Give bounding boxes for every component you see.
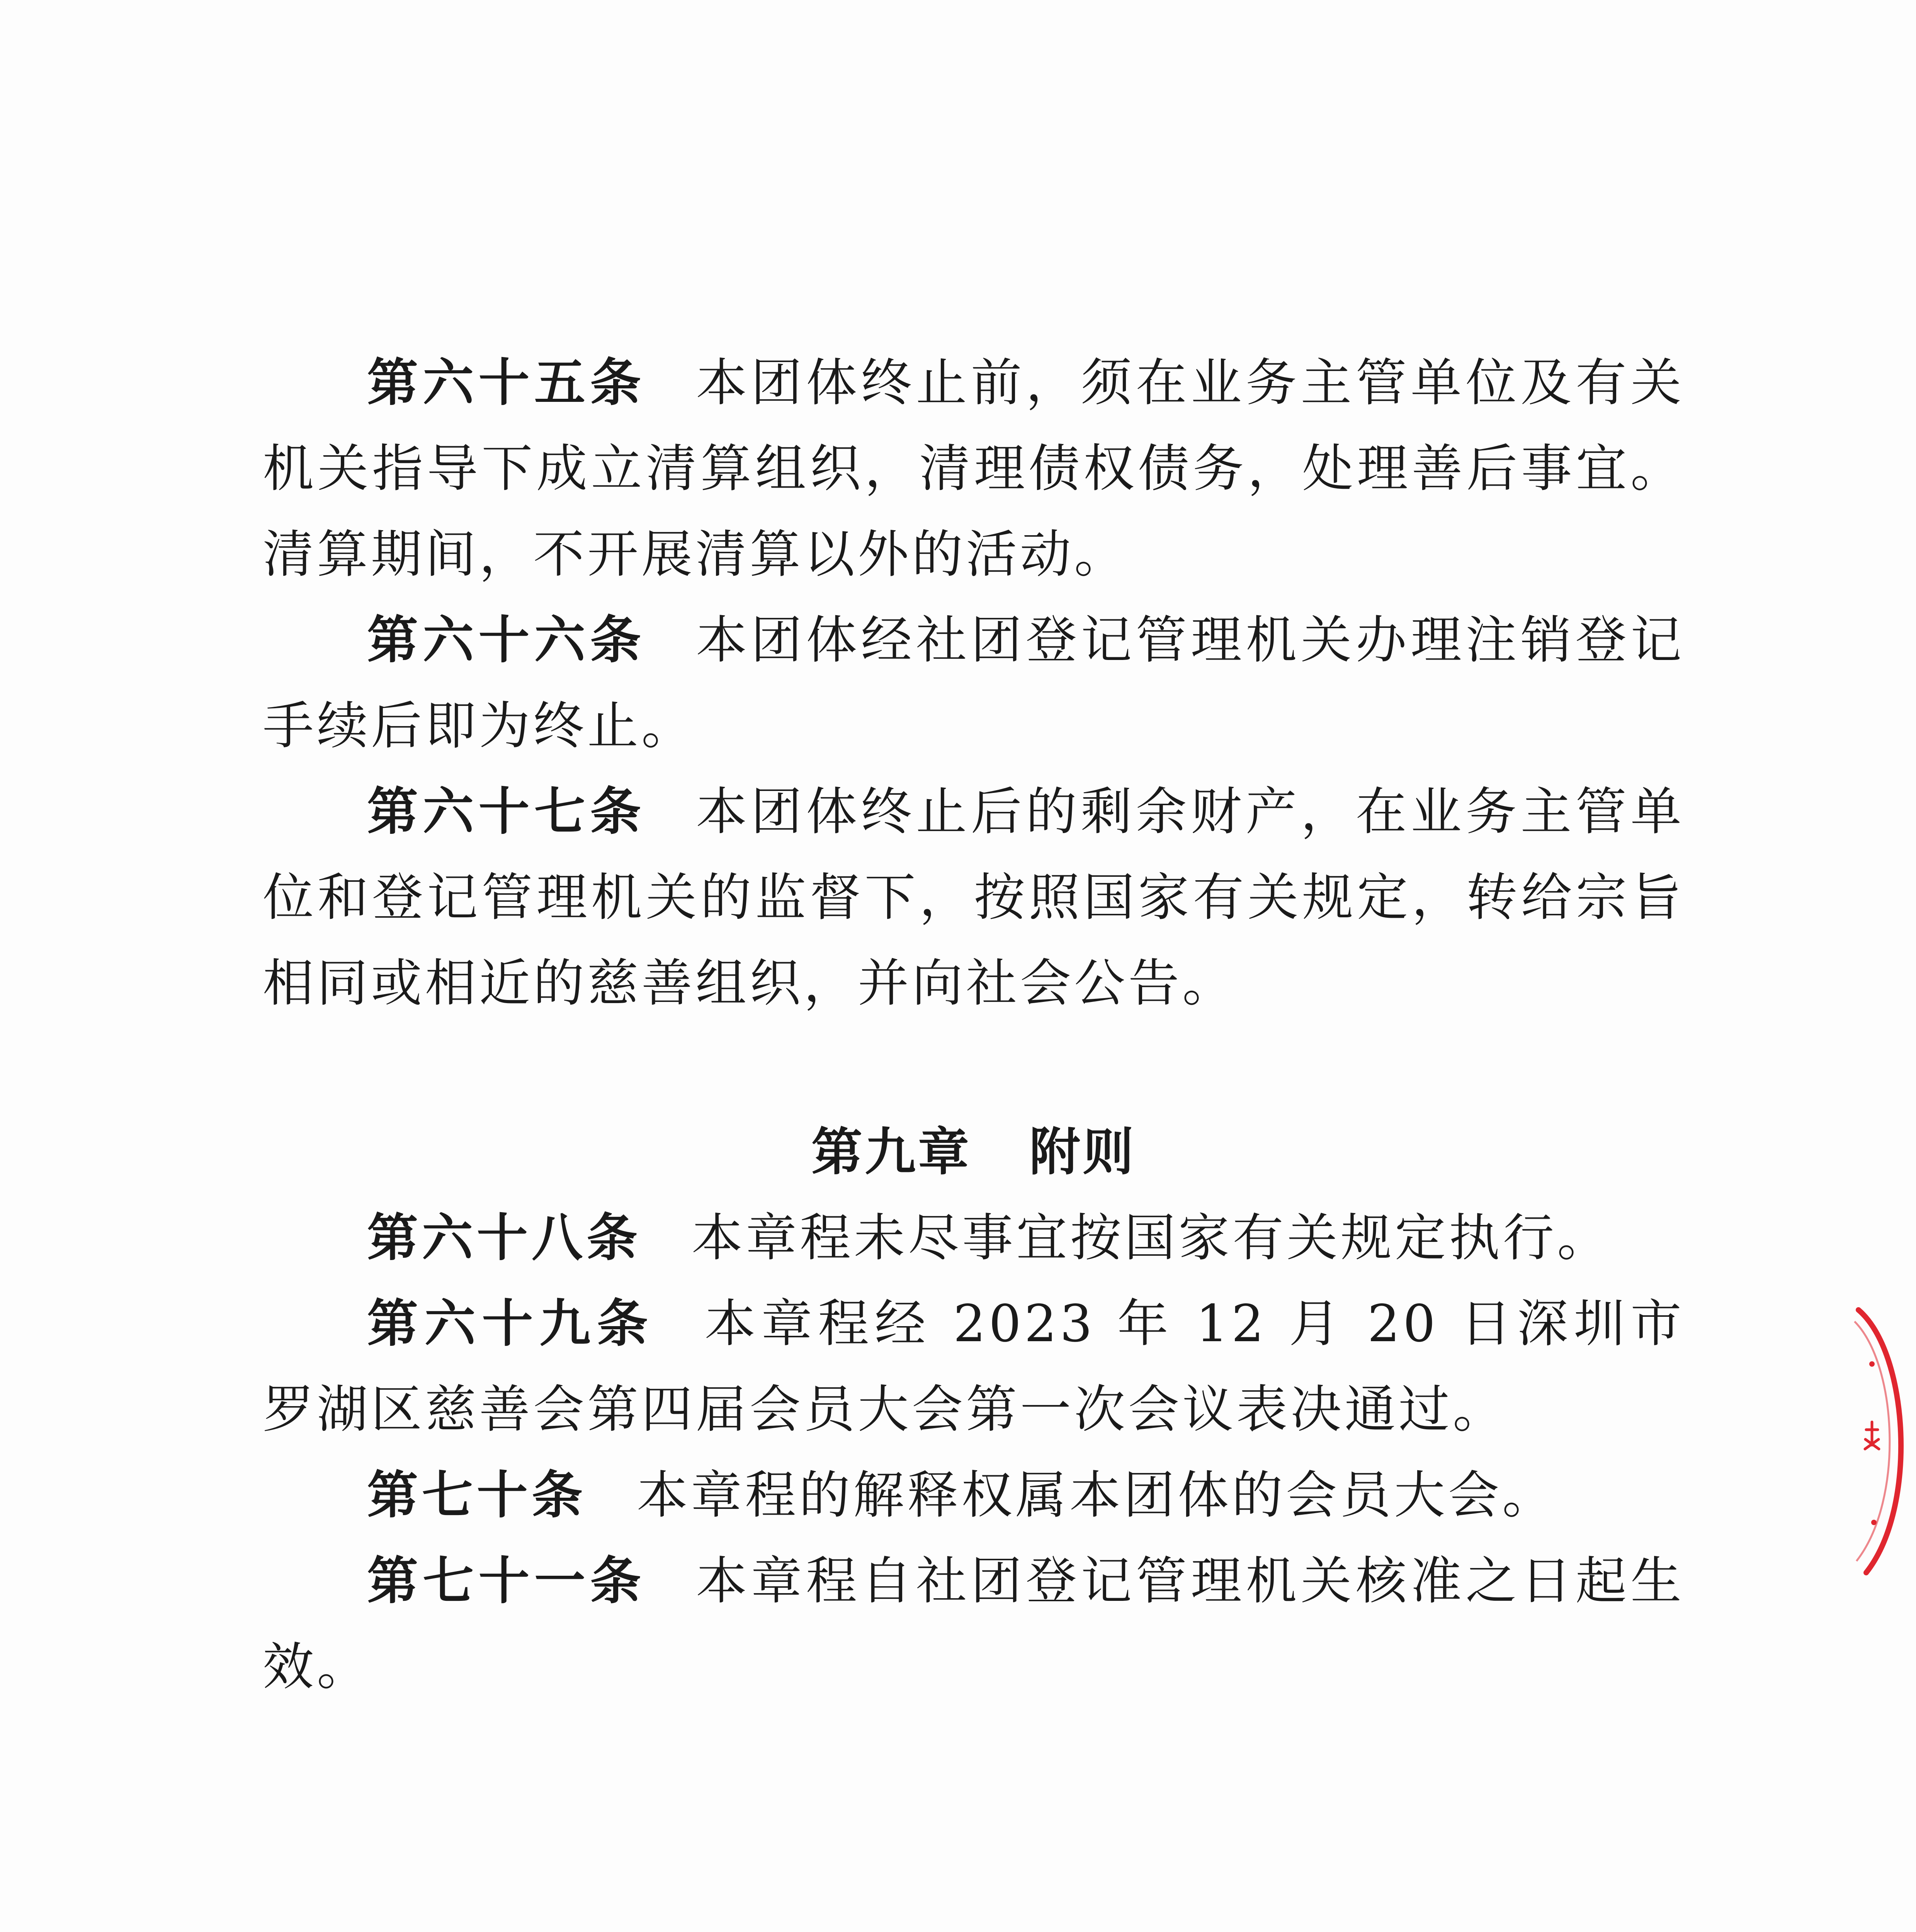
article-number: 第七十一条 [367,1551,646,1611]
article-text: 本章程自社团登记管理机关核准之日起生效。 [263,1551,1685,1697]
article-number: 第六十八条 [367,1208,641,1268]
article-67 [263,769,1685,1026]
article-text: 本团体经社团登记管理机关办理注销登记手续后即为终止。 [263,611,1685,756]
article-text: 本团体终止后的剩余财产，在业务主管单位和登记管理机关的监督下，按照国家有关规定，转给宗旨相同或相近的慈善组织，并向社会公告。 [263,782,1685,1013]
official-seal-fragment [1851,1306,1916,1577]
article-number: 第六十五条 [367,353,646,413]
article-71 [263,1538,1685,1710]
article-66 [263,597,1685,769]
article-text: 本团体终止前，须在业务主管单位及有关机关指导下成立清算组织，清理债权债务，处理善后事宜。清算期间，不开展清算以外的活动。 [263,353,1685,584]
article-number: 第六十九条 [367,1294,655,1354]
document-body [263,340,1685,1710]
article-number: 第六十六条 [367,611,646,670]
article-68 [263,1195,1685,1281]
article-70 [263,1452,1685,1538]
chapter-heading [263,1109,1685,1195]
article-text: 本章程未尽事宜按国家有关规定执行。 [692,1208,1611,1268]
article-number: 第七十条 [367,1466,587,1525]
article-69 [263,1281,1685,1452]
chapter-number: 第九章 [811,1122,971,1182]
chapter-title: 附则 [1029,1122,1136,1182]
article-65 [263,340,1685,597]
article-number: 第六十七条 [367,782,646,842]
article-text: 本章程经 2023 年 12 月 20 日深圳市罗湖区慈善会第四届会员大会第一次会议表决通过。 [263,1294,1685,1439]
article-text: 本章程的解释权属本团体的会员大会。 [637,1466,1556,1525]
